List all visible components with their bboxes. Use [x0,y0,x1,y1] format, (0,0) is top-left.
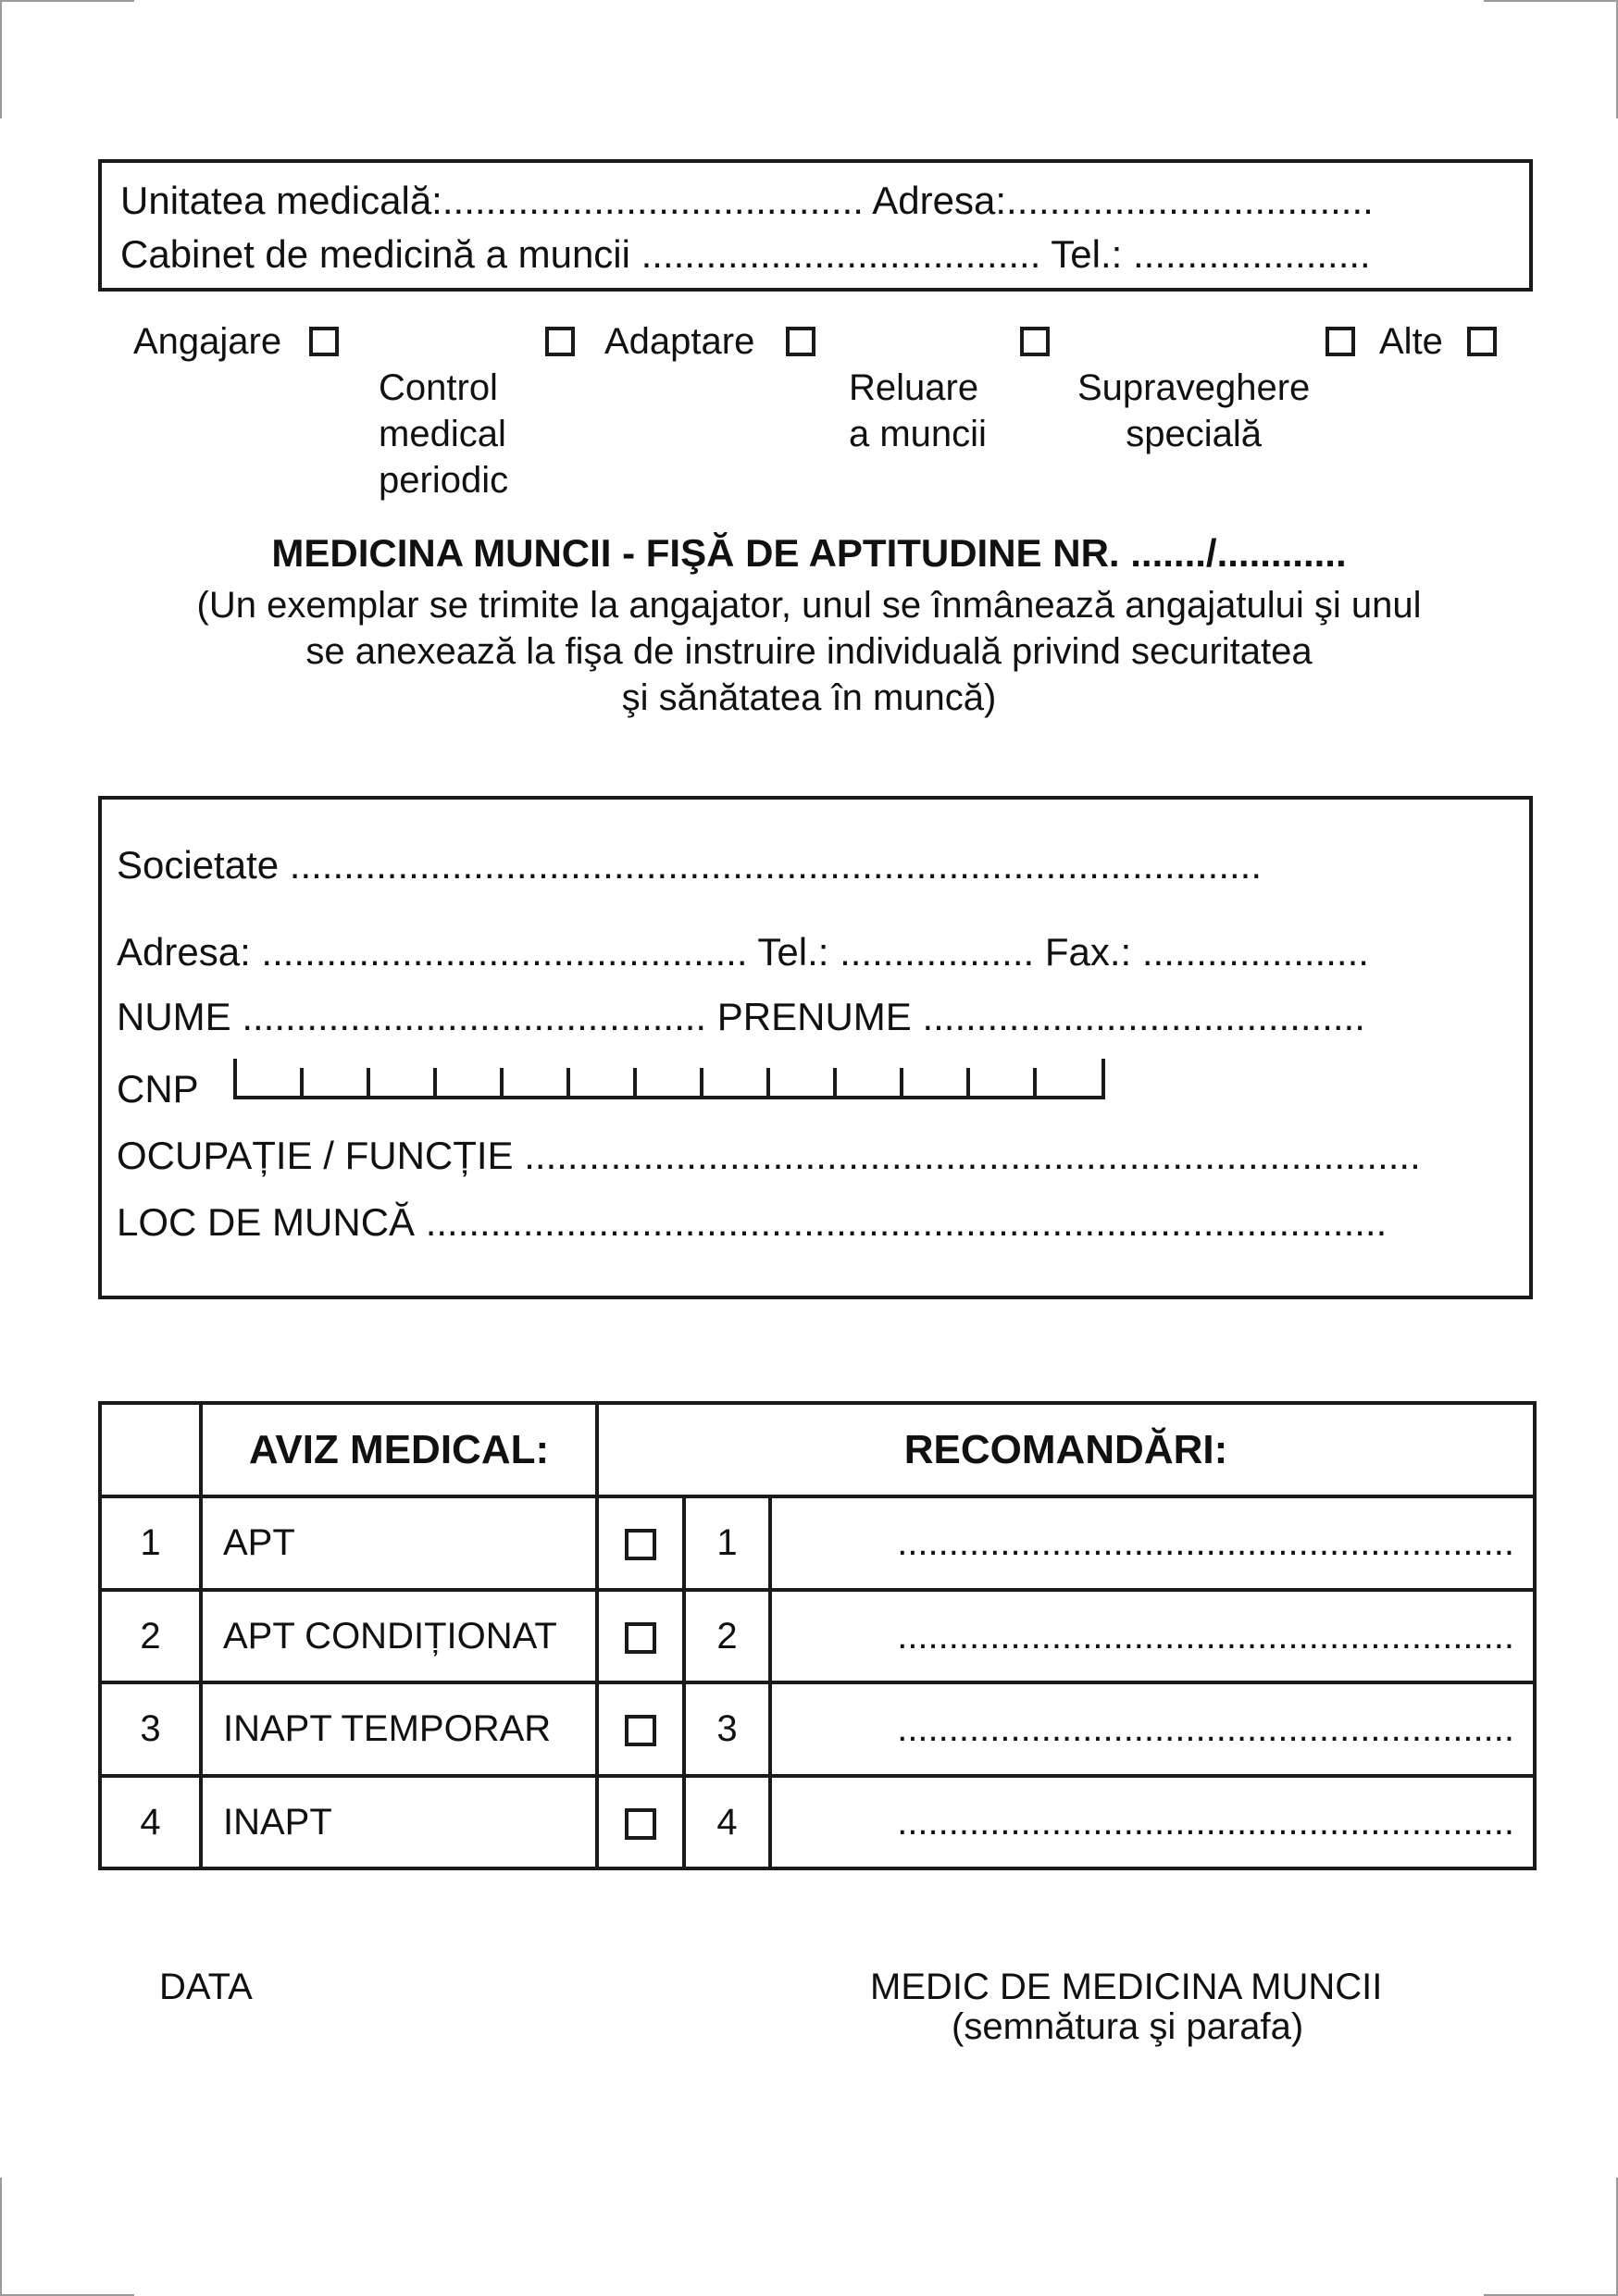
table-row [100,1496,1535,1590]
row-number: 1 [100,1496,201,1590]
unit-line: Unitatea medicală:....................................... Adresa:.................................. [120,179,1374,222]
cnp-tick [1033,1068,1037,1099]
cnp-tick [566,1068,570,1099]
aviz-label: APT [201,1496,597,1590]
aviz-checkbox[interactable] [625,1529,656,1560]
date-label: DATA [159,1967,253,2007]
aviz-checkbox-cell[interactable] [597,1590,684,1682]
medical-opinion-table [98,1401,1537,1870]
adresa-field[interactable]: Adresa: ............................................. Tel.: .................. Fax.: ..................... [117,930,1369,974]
crop-mark-tl-h [0,0,134,2]
aviz-checkbox-cell[interactable] [597,1682,684,1776]
ocupatie-field[interactable]: OCUPAȚIE / FUNCȚIE ................................................................................... [117,1134,1421,1177]
aviz-checkbox-cell[interactable] [597,1496,684,1590]
recommendation-field[interactable]: ............................................................ [770,1590,1535,1682]
cnp-tick [766,1068,770,1099]
cnp-tick [1101,1059,1105,1099]
exam-type-reluare-text: Reluare a muncii [849,367,987,454]
row-number: 3 [100,1682,201,1776]
crop-mark-tl-v [0,0,2,118]
signature-label: (semnătura şi parafa) [952,2006,1304,2047]
exam-type-adaptare-label: Adaptare [604,321,755,362]
exam-type-control-label [379,318,508,503]
aviz-checkbox[interactable] [625,1622,656,1654]
table-row [100,1682,1535,1776]
table-header-empty [100,1403,201,1496]
row-number: 2 [100,1590,201,1682]
recommendation-number: 4 [684,1776,770,1868]
aviz-label: INAPT [201,1776,597,1868]
exam-type-alte-checkbox[interactable] [1467,327,1497,356]
exam-type-supraveghere-label [1077,318,1310,457]
aviz-label: APT CONDIȚIONAT [201,1590,597,1682]
recommendation-field[interactable]: ............................................................ [770,1682,1535,1776]
recommendation-number: 1 [684,1496,770,1590]
loc-de-munca-field[interactable]: LOC DE MUNCĂ ......................................................................................... [117,1200,1388,1244]
cnp-tick [900,1068,903,1099]
exam-type-alte-label: Alte [1379,321,1443,362]
exam-type-control-checkbox[interactable] [545,327,575,356]
crop-mark-tr-h [1484,0,1618,2]
row-number: 4 [100,1776,201,1868]
form-subtitle-line-1: (Un exemplar se trimite la angajator, unul se înmânează angajatului şi unul [196,585,1422,626]
crop-mark-bl-v [0,2178,2,2296]
cnp-tick [833,1068,837,1099]
form-title: MEDICINA MUNCII - FIŞĂ DE APTITUDINE NR. ......./............ [271,531,1347,575]
cnp-tick [300,1068,304,1099]
cnp-label: CNP [117,1067,199,1111]
cnp-tick [433,1068,437,1099]
aviz-checkbox-cell[interactable] [597,1776,684,1868]
recommendation-field[interactable]: ............................................................ [770,1776,1535,1868]
cnp-tick [700,1068,703,1099]
aviz-label: INAPT TEMPORAR [201,1682,597,1776]
table-row [100,1590,1535,1682]
cnp-tick [633,1068,637,1099]
cnp-tick [367,1068,370,1099]
recommendation-number: 3 [684,1682,770,1776]
exam-type-adaptare-checkbox[interactable] [786,327,815,356]
aviz-checkbox[interactable] [625,1715,656,1746]
aviz-checkbox[interactable] [625,1808,656,1840]
cnp-input[interactable] [233,1059,1105,1101]
exam-type-supraveghere-checkbox[interactable] [1326,327,1355,356]
form-subtitle-line-2: se anexează la fişa de instruire individuală privind securitatea [305,631,1313,672]
exam-type-angajare-label: Angajare [133,321,282,362]
nume-field[interactable]: NUME ........................................... PRENUME ......................................... [117,995,1365,1038]
aviz-medical-header: AVIZ MEDICAL: [201,1403,597,1496]
exam-type-angajare-checkbox[interactable] [309,327,339,356]
recomandari-header: RECOMANDĂRI: [597,1403,1535,1496]
cnp-tick [966,1068,970,1099]
exam-type-reluare-label [849,318,987,457]
cnp-tick [500,1068,504,1099]
form-subtitle-line-3: şi sănătatea în muncă) [621,677,997,718]
recommendation-number: 2 [684,1590,770,1682]
cnp-baseline [233,1096,1105,1099]
doctor-label: MEDIC DE MEDICINA MUNCII [870,1967,1383,2007]
societate-field[interactable]: Societate .......................................................................................... [117,843,1262,887]
cabinet-line: Cabinet de medicină a muncii ..................................... Tel.: ...................... [120,232,1371,276]
exam-type-reluare-checkbox[interactable] [1020,327,1050,356]
recommendation-field[interactable]: ............................................................ [770,1496,1535,1590]
table-row [100,1776,1535,1868]
cnp-tick [233,1059,237,1099]
exam-type-supraveghere-text: Supraveghere specială [1077,367,1311,454]
exam-type-control-text: Control medical periodic [379,367,509,501]
